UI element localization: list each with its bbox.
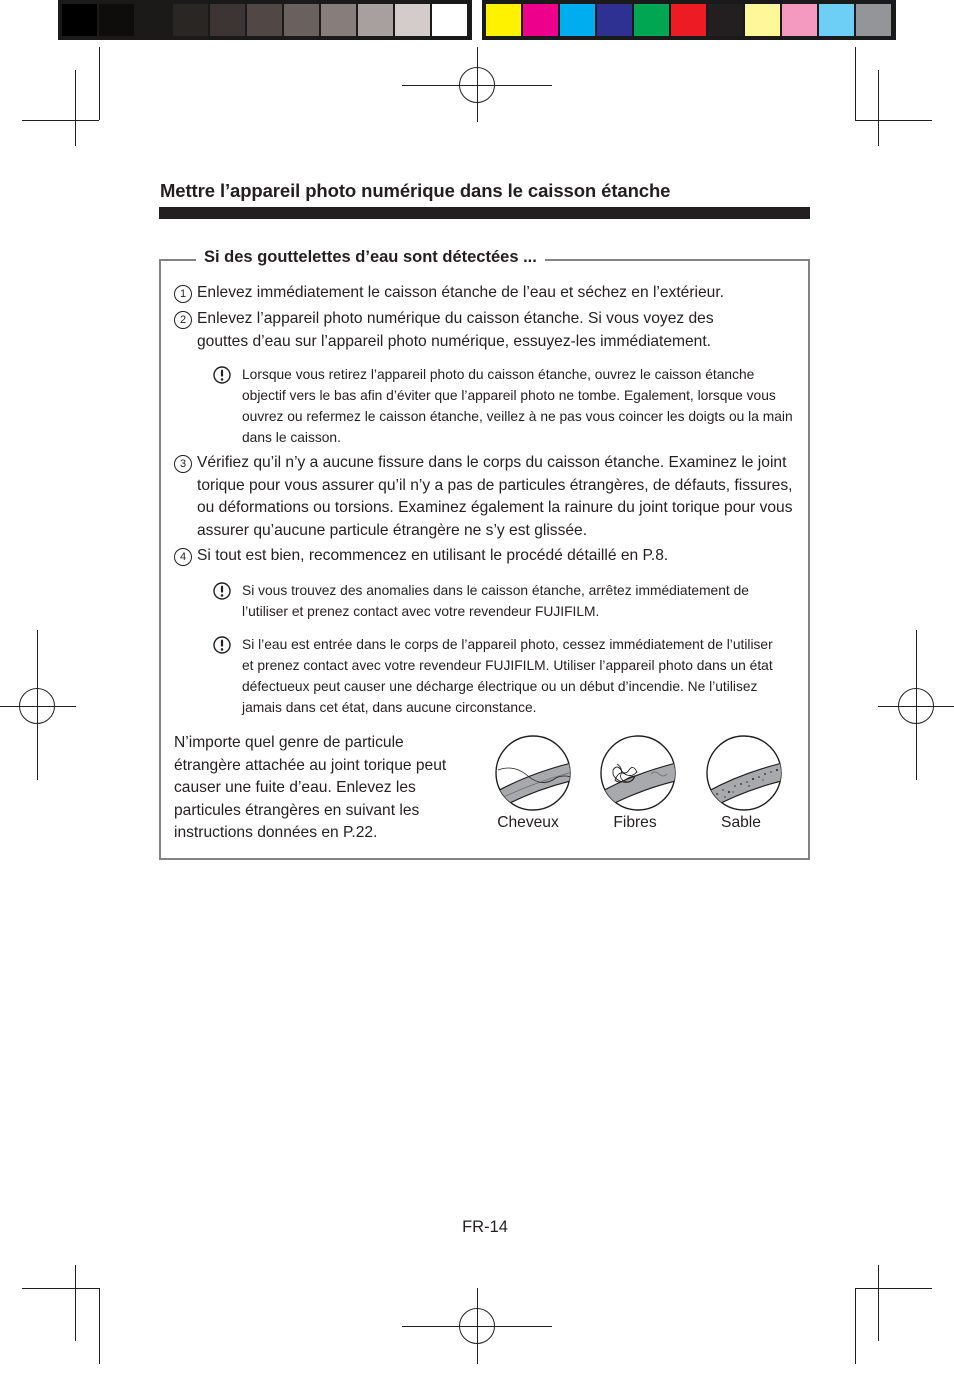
process-color-swatch [560,4,595,36]
step-4-number: 4 [174,548,192,566]
process-color-swatch [819,4,854,36]
grayscale-swatch [210,4,245,36]
caption-hair: Cheveux [497,814,559,831]
note-text: Si l’eau est entrée dans le corps de l’appareil photo, cessez immédiatement de l’utiliser et prenez contact avec votre revendeur FUJIFILM. Utiliser l’appareil photo dans un état défectueux peut causer une décharge électrique ou un début d’incendie. Ne l’utilisez jamais dans cet état, dans aucune circonstance. [242,637,773,715]
o-ring-sand-icon [705,734,783,812]
grayscale-swatch [99,4,134,36]
process-color-swatch [671,4,706,36]
caption-sand: Sable [721,814,761,831]
step-3-number: 3 [174,455,192,473]
foreign-particle-paragraph: N’importe quel genre de particule étrangère attachée au joint torique peut causer une fuite d’eau. Enlevez les particules étrangères en suivant les instructions données en P.22. [174,734,447,842]
page-number: FR-14 [462,1218,508,1236]
process-color-swatch [708,4,743,36]
grayscale-swatch [395,4,430,36]
grayscale-swatch [173,4,208,36]
caution-icon [213,582,231,600]
section-rule [159,207,810,219]
note-text: Si vous trouvez des anomalies dans le caisson étanche, arrêtez immédiatement de l’utiliser et prenez contact avec votre revendeur FUJIFILM. [242,583,749,619]
o-ring-fibers-icon [599,734,677,812]
process-color-swatch [597,4,632,36]
process-color-swatch [523,4,558,36]
caution-icon [213,636,231,654]
step-2-number: 2 [174,311,192,329]
caption-fibers: Fibres [613,814,657,831]
note-text: Lorsque vous retirez l’appareil photo du caisson étanche, ouvrez le caisson étanche objectif vers le bas afin d’éviter que l’appareil photo ne tombe. Egalement, lorsque vous ouvrez ou refermez le caisson étanche, veillez à ne pas vous coincer les doigts ou la main dans le caisson. [242,367,793,445]
step-1-number: 1 [174,285,192,303]
info-box-title: Si des gouttelettes d’eau sont détectées ... [196,248,545,267]
grayscale-swatch [247,4,282,36]
caution-icon [213,366,231,384]
process-color-swatch [486,4,521,36]
step-1-text: Enlevez immédiatement le caisson étanche de l’eau et séchez en l’extérieur. [197,284,725,301]
grayscale-swatch [321,4,356,36]
grayscale-swatch [432,4,467,36]
process-color-swatch [782,4,817,36]
grayscale-swatch [358,4,393,36]
process-color-bar [482,0,896,40]
o-ring-hair-icon [494,734,572,812]
step-4-text: Si tout est bien, recommencez en utilisant le procédé détaillé en P.8. [197,547,669,564]
step-3-text: Vérifiez qu’il n’y a aucune fissure dans le corps du caisson étanche. Examinez le joint torique pour vous assurer qu’il n’y a pas de particules étrangères, de défauts, fissures, ou déformations ou torsions. Examinez également la rainure du joint torique pour vous assurer qu’aucune particule étrangère ne s’y est glissée. [197,454,793,539]
grayscale-swatch [62,4,97,36]
process-color-swatch [634,4,669,36]
grayscale-swatch [284,4,319,36]
grayscale-swatch [136,4,171,36]
process-color-swatch [745,4,780,36]
grayscale-color-bar [58,0,472,40]
step-2-text: Enlevez l’appareil photo numérique du caisson étanche. Si vous voyez des gouttes d’eau sur l’appareil photo numérique, essuyez-les immédiatement. [197,310,714,350]
process-color-swatch [856,4,891,36]
section-title: Mettre l’appareil photo numérique dans le caisson étanche [160,180,671,201]
